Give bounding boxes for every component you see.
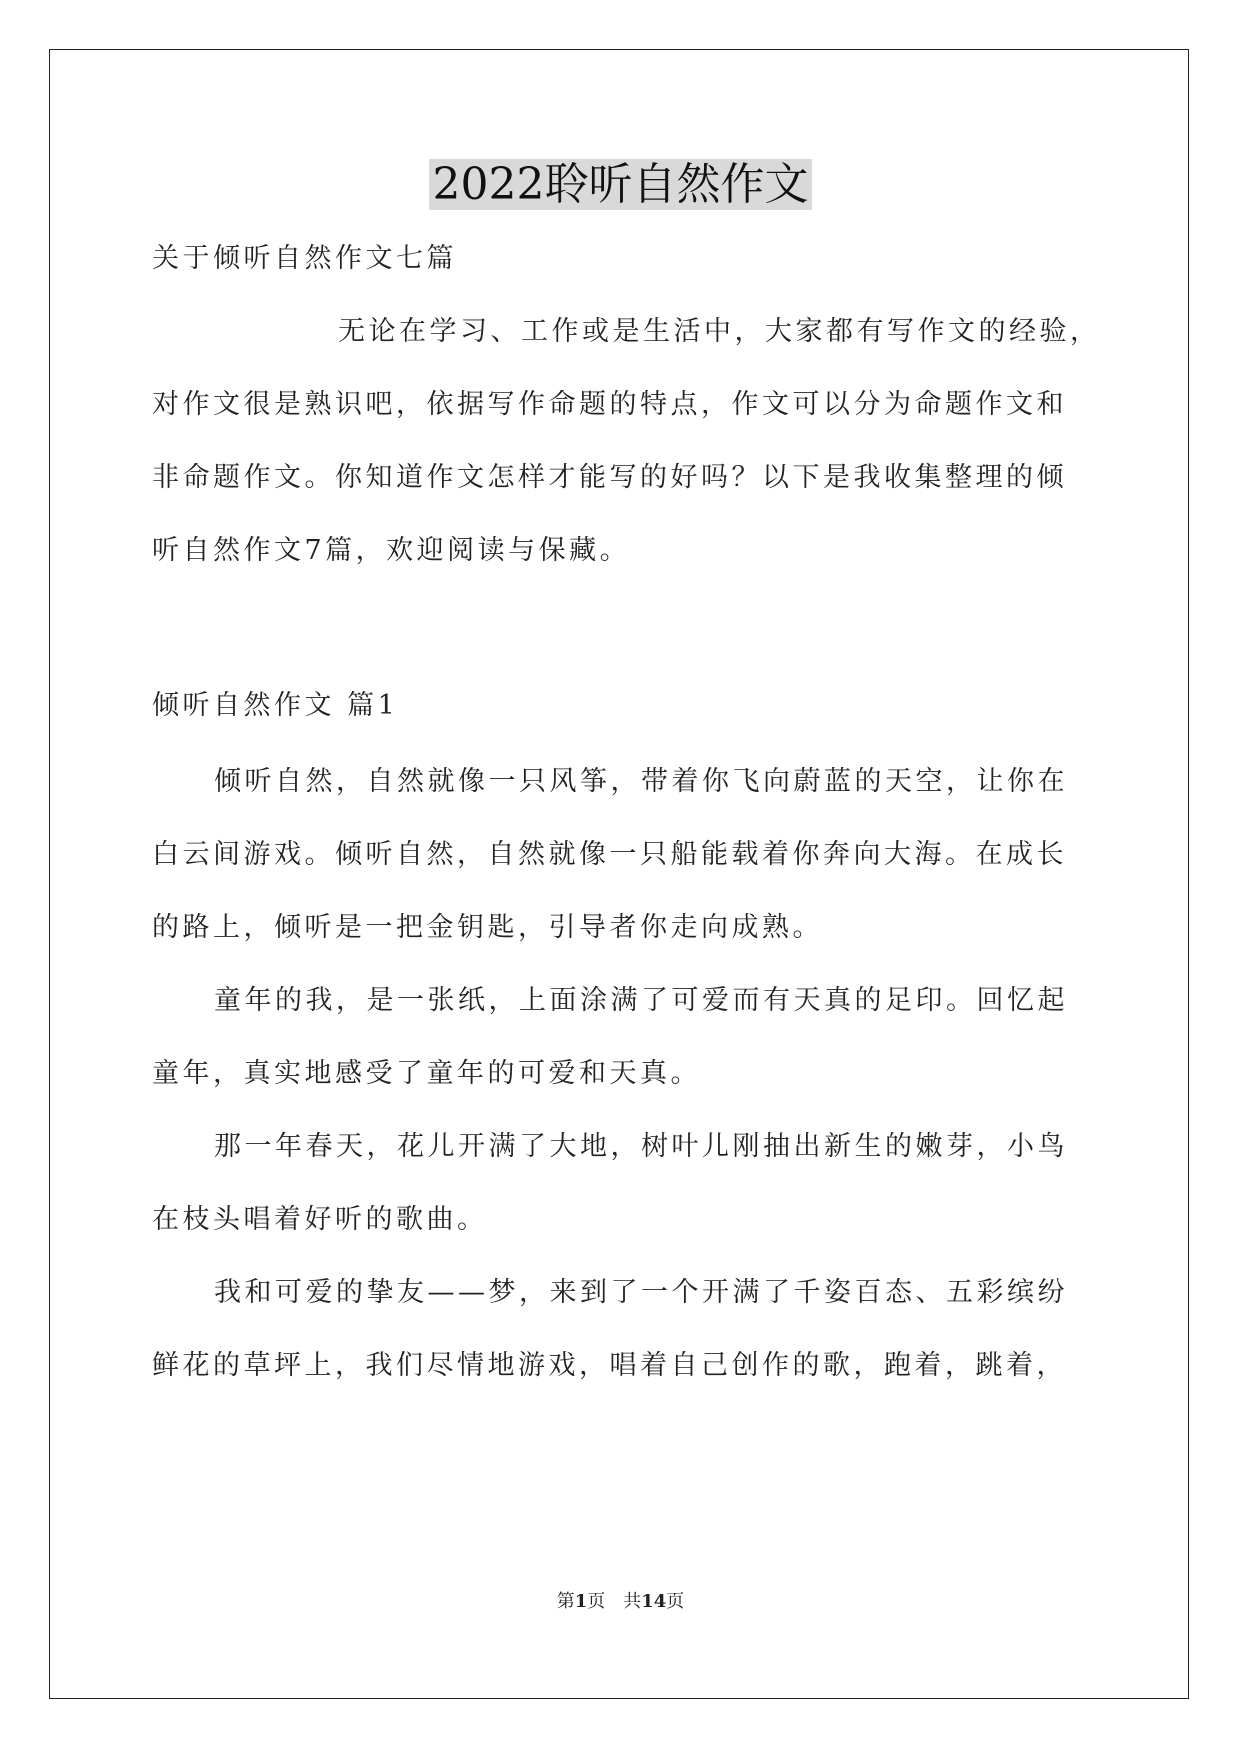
text-line: 对作文很是熟识吧，依据写作命题的特点，作文可以分为命题作文和 xyxy=(152,389,1067,420)
text-line: 无论在学习、工作或是生活中，大家都有写作文的经验， xyxy=(338,316,1101,347)
text-line: 那一年春天，花儿开满了大地，树叶儿刚抽出新生的嫩芽，小鸟 xyxy=(214,1131,1068,1162)
text-line: 我和可爱的挚友——梦，来到了一个开满了千姿百态、五彩缤纷 xyxy=(214,1277,1068,1308)
text-line: 鲜花的草坪上，我们尽情地游戏，唱着自己创作的歌，跑着，跳着， xyxy=(152,1350,1067,1381)
text-line: 童年的我，是一张纸，上面涂满了可爱而有天真的足印。回忆起 xyxy=(214,985,1068,1016)
section-heading: 倾听自然作文 篇1 xyxy=(152,690,399,721)
page-footer xyxy=(0,1590,1241,1614)
text-line: 听自然作文7篇，欢迎阅读与保藏。 xyxy=(152,535,631,566)
page-total: 14 xyxy=(641,1591,667,1612)
text-line: 非命题作文。你知道作文怎样才能写的好吗？以下是我收集整理的倾 xyxy=(152,462,1067,493)
page-prefix: 第 xyxy=(556,1591,575,1612)
text-line: 白云间游戏。倾听自然，自然就像一只船能载着你奔向大海。在成长 xyxy=(152,839,1067,870)
text-line: 在枝头唱着好听的歌曲。 xyxy=(152,1204,488,1235)
text-line: 童年，真实地感受了童年的可爱和天真。 xyxy=(152,1058,701,1089)
subtitle: 关于倾听自然作文七篇 xyxy=(152,243,457,274)
document-title xyxy=(0,156,1241,214)
text-line: 倾听自然，自然就像一只风筝，带着你飞向蔚蓝的天空，让你在 xyxy=(214,766,1068,797)
text-line: 的路上，倾听是一把金钥匙，引导者你走向成熟。 xyxy=(152,912,823,943)
page-border xyxy=(49,49,1189,1699)
page-suffix: 页 xyxy=(666,1591,685,1612)
page-current: 1 xyxy=(574,1591,588,1612)
page-mid: 页 共 xyxy=(587,1591,642,1612)
document-title-text: 2022聆听自然作文 xyxy=(429,159,813,210)
